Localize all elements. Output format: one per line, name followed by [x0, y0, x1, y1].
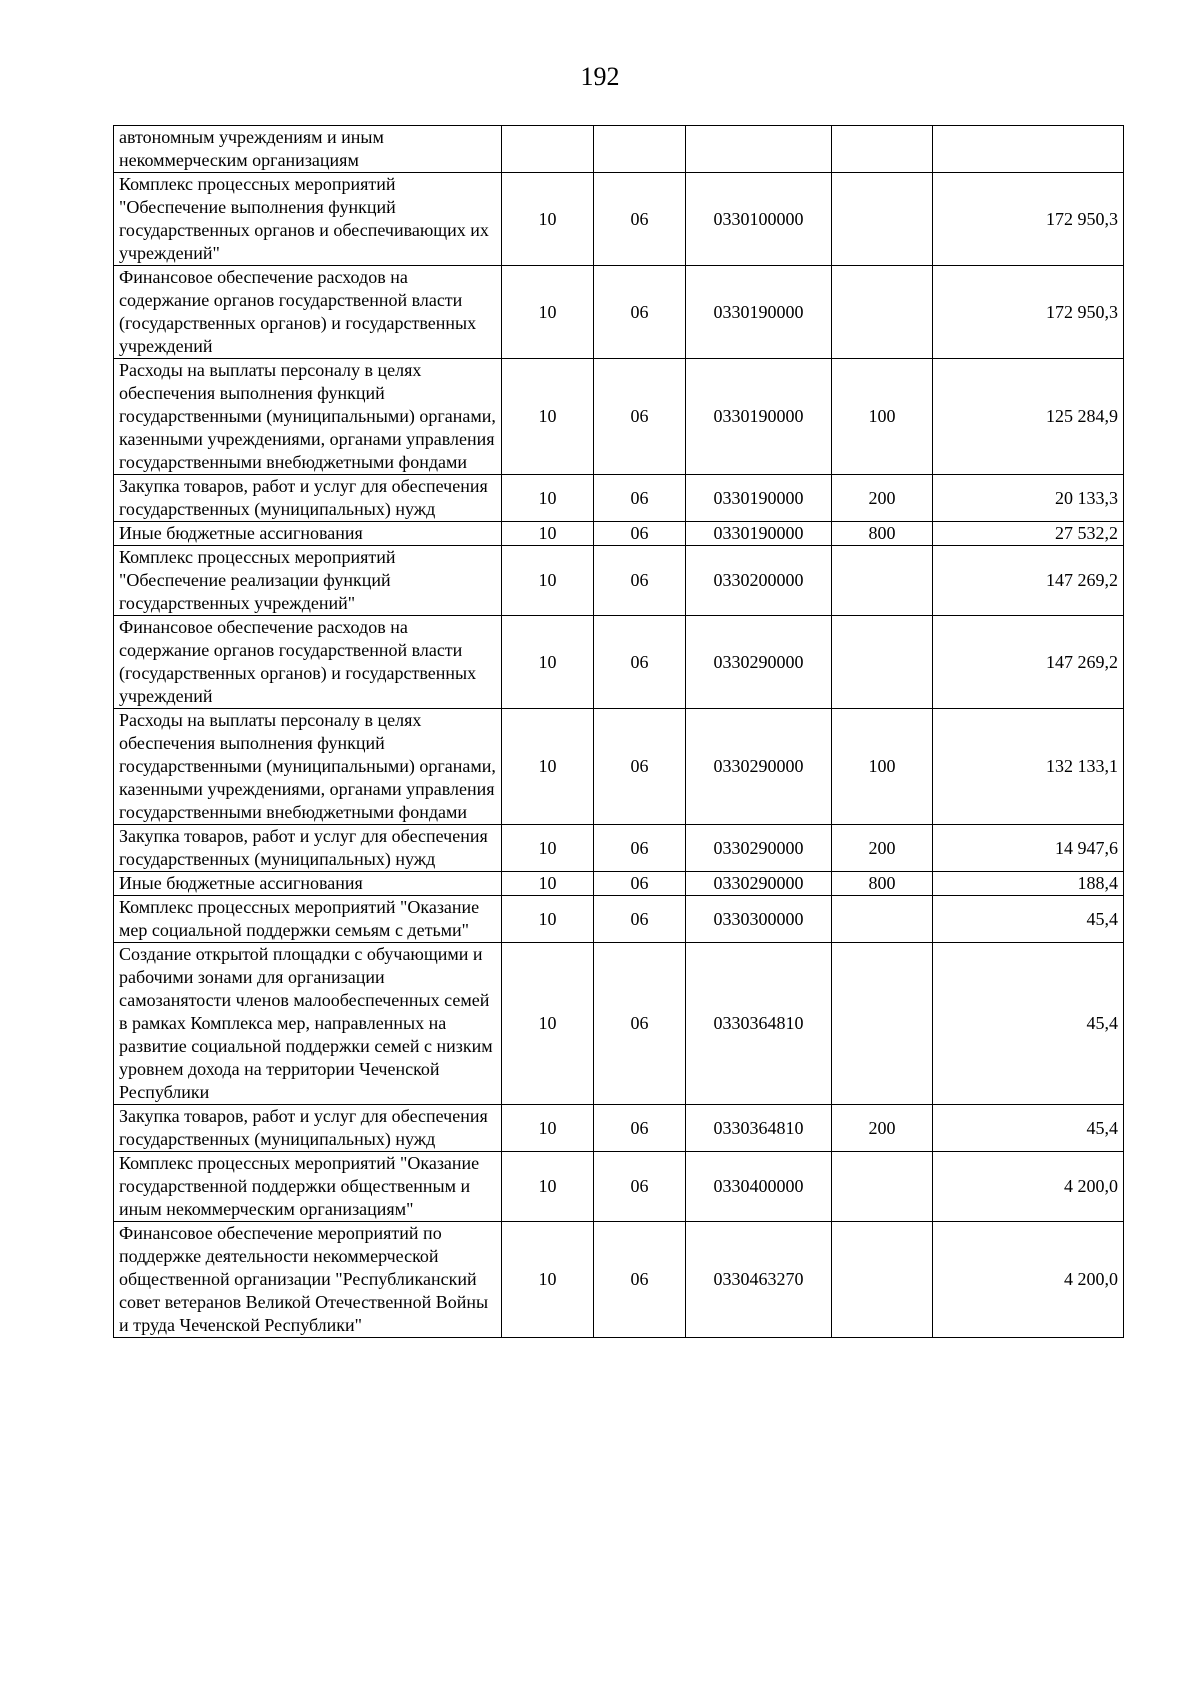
- table-row: [114, 943, 1124, 1105]
- row-name-cell: Закупка товаров, работ и услуг для обеспечения государственных (муниципальных) нужд: [114, 1105, 502, 1152]
- budget-table: [113, 125, 1124, 1338]
- target-article-cell: 0330190000: [686, 475, 832, 522]
- table-row: [114, 173, 1124, 266]
- amount-cell: 4 200,0: [933, 1152, 1124, 1222]
- subsection-code-cell: 06: [594, 1105, 686, 1152]
- page-number: 192: [580, 62, 620, 91]
- amount-cell: 147 269,2: [933, 546, 1124, 616]
- subsection-code-cell: 06: [594, 1222, 686, 1338]
- section-code-cell: 10: [502, 825, 594, 872]
- expense-type-cell: 200: [832, 1105, 933, 1152]
- section-code-cell: [502, 126, 594, 173]
- section-code-cell: 10: [502, 475, 594, 522]
- target-article-cell: 0330290000: [686, 709, 832, 825]
- subsection-code-cell: 06: [594, 266, 686, 359]
- expense-type-cell: 200: [832, 825, 933, 872]
- amount-cell: 27 532,2: [933, 522, 1124, 546]
- expense-type-cell: [832, 896, 933, 943]
- target-article-cell: [686, 126, 832, 173]
- row-name-cell: Комплекс процессных мероприятий "Обеспечение реализации функций государственных учреждений": [114, 546, 502, 616]
- subsection-code-cell: 06: [594, 522, 686, 546]
- row-name-cell: Комплекс процессных мероприятий "Оказание государственной поддержки общественным и иным некоммерческим организациям": [114, 1152, 502, 1222]
- amount-cell: 188,4: [933, 872, 1124, 896]
- target-article-cell: 0330290000: [686, 872, 832, 896]
- subsection-code-cell: 06: [594, 825, 686, 872]
- section-code-cell: 10: [502, 616, 594, 709]
- amount-cell: 45,4: [933, 896, 1124, 943]
- table-row: [114, 1152, 1124, 1222]
- subsection-code-cell: 06: [594, 359, 686, 475]
- table-row: [114, 709, 1124, 825]
- target-article-cell: 0330190000: [686, 522, 832, 546]
- table-row: [114, 522, 1124, 546]
- table-body: [114, 126, 1124, 1338]
- target-article-cell: 0330190000: [686, 266, 832, 359]
- amount-cell: 147 269,2: [933, 616, 1124, 709]
- expense-type-cell: 200: [832, 475, 933, 522]
- row-name-cell: Финансовое обеспечение расходов на содержание органов государственной власти (государственных органов) и государственных учреждений: [114, 266, 502, 359]
- subsection-code-cell: 06: [594, 896, 686, 943]
- table-row: [114, 126, 1124, 173]
- section-code-cell: 10: [502, 522, 594, 546]
- amount-cell: 4 200,0: [933, 1222, 1124, 1338]
- target-article-cell: 0330300000: [686, 896, 832, 943]
- section-code-cell: 10: [502, 173, 594, 266]
- expense-type-cell: [832, 1222, 933, 1338]
- table-row: [114, 616, 1124, 709]
- amount-cell: 132 133,1: [933, 709, 1124, 825]
- expense-type-cell: 100: [832, 709, 933, 825]
- target-article-cell: 0330364810: [686, 1105, 832, 1152]
- row-name-cell: Комплекс процессных мероприятий "Оказание мер социальной поддержки семьям с детьми": [114, 896, 502, 943]
- table-row: [114, 1105, 1124, 1152]
- subsection-code-cell: 06: [594, 173, 686, 266]
- section-code-cell: 10: [502, 266, 594, 359]
- table-row: [114, 266, 1124, 359]
- expense-type-cell: [832, 126, 933, 173]
- row-name-cell: Финансовое обеспечение мероприятий по поддержке деятельности некоммерческой общественной организации "Республиканский совет ветеранов Великой Отечественной Войны и труда Чеченской Республики": [114, 1222, 502, 1338]
- section-code-cell: 10: [502, 546, 594, 616]
- table-row: [114, 896, 1124, 943]
- subsection-code-cell: 06: [594, 943, 686, 1105]
- subsection-code-cell: 06: [594, 709, 686, 825]
- section-code-cell: 10: [502, 896, 594, 943]
- target-article-cell: 0330290000: [686, 825, 832, 872]
- row-name-cell: Иные бюджетные ассигнования: [114, 522, 502, 546]
- table-row: [114, 1222, 1124, 1338]
- subsection-code-cell: 06: [594, 1152, 686, 1222]
- target-article-cell: 0330290000: [686, 616, 832, 709]
- table-row: [114, 825, 1124, 872]
- subsection-code-cell: 06: [594, 475, 686, 522]
- expense-type-cell: [832, 546, 933, 616]
- section-code-cell: 10: [502, 709, 594, 825]
- amount-cell: 45,4: [933, 1105, 1124, 1152]
- expense-type-cell: [832, 266, 933, 359]
- subsection-code-cell: 06: [594, 546, 686, 616]
- expense-type-cell: [832, 943, 933, 1105]
- target-article-cell: 0330463270: [686, 1222, 832, 1338]
- amount-cell: 125 284,9: [933, 359, 1124, 475]
- target-article-cell: 0330200000: [686, 546, 832, 616]
- row-name-cell: Расходы на выплаты персоналу в целях обеспечения выполнения функций государственными (муниципальными) органами, казенными учреждениями, органами управления государственными внебюджетными фондами: [114, 709, 502, 825]
- amount-cell: 172 950,3: [933, 266, 1124, 359]
- row-name-cell: Закупка товаров, работ и услуг для обеспечения государственных (муниципальных) нужд: [114, 825, 502, 872]
- expense-type-cell: 800: [832, 522, 933, 546]
- amount-cell: 172 950,3: [933, 173, 1124, 266]
- expense-type-cell: [832, 1152, 933, 1222]
- section-code-cell: 10: [502, 872, 594, 896]
- amount-cell: 14 947,6: [933, 825, 1124, 872]
- row-name-cell: Финансовое обеспечение расходов на содержание органов государственной власти (государственных органов) и государственных учреждений: [114, 616, 502, 709]
- row-name-cell: Закупка товаров, работ и услуг для обеспечения государственных (муниципальных) нужд: [114, 475, 502, 522]
- section-code-cell: 10: [502, 1105, 594, 1152]
- section-code-cell: 10: [502, 359, 594, 475]
- amount-cell: 20 133,3: [933, 475, 1124, 522]
- expense-type-cell: [832, 173, 933, 266]
- row-name-cell: Создание открытой площадки с обучающими и рабочими зонами для организации самозанятости членов малообеспеченных семей в рамках Комплекса мер, направленных на развитие социальной поддержки семей с низким уровнем дохода на территории Чеченской Республики: [114, 943, 502, 1105]
- subsection-code-cell: [594, 126, 686, 173]
- subsection-code-cell: 06: [594, 872, 686, 896]
- target-article-cell: 0330190000: [686, 359, 832, 475]
- row-name-cell: Расходы на выплаты персоналу в целях обеспечения выполнения функций государственными (муниципальными) органами, казенными учреждениями, органами управления государственными внебюджетными фондами: [114, 359, 502, 475]
- row-name-cell: автономным учреждениям и иным некоммерческим организациям: [114, 126, 502, 173]
- table-row: [114, 872, 1124, 896]
- row-name-cell: Иные бюджетные ассигнования: [114, 872, 502, 896]
- section-code-cell: 10: [502, 1222, 594, 1338]
- target-article-cell: 0330100000: [686, 173, 832, 266]
- table-row: [114, 546, 1124, 616]
- subsection-code-cell: 06: [594, 616, 686, 709]
- target-article-cell: 0330400000: [686, 1152, 832, 1222]
- section-code-cell: 10: [502, 943, 594, 1105]
- target-article-cell: 0330364810: [686, 943, 832, 1105]
- section-code-cell: 10: [502, 1152, 594, 1222]
- expense-type-cell: 800: [832, 872, 933, 896]
- amount-cell: [933, 126, 1124, 173]
- expense-type-cell: 100: [832, 359, 933, 475]
- table-row: [114, 475, 1124, 522]
- expense-type-cell: [832, 616, 933, 709]
- amount-cell: 45,4: [933, 943, 1124, 1105]
- table-row: [114, 359, 1124, 475]
- row-name-cell: Комплекс процессных мероприятий "Обеспечение выполнения функций государственных органов и обеспечивающих их учреждений": [114, 173, 502, 266]
